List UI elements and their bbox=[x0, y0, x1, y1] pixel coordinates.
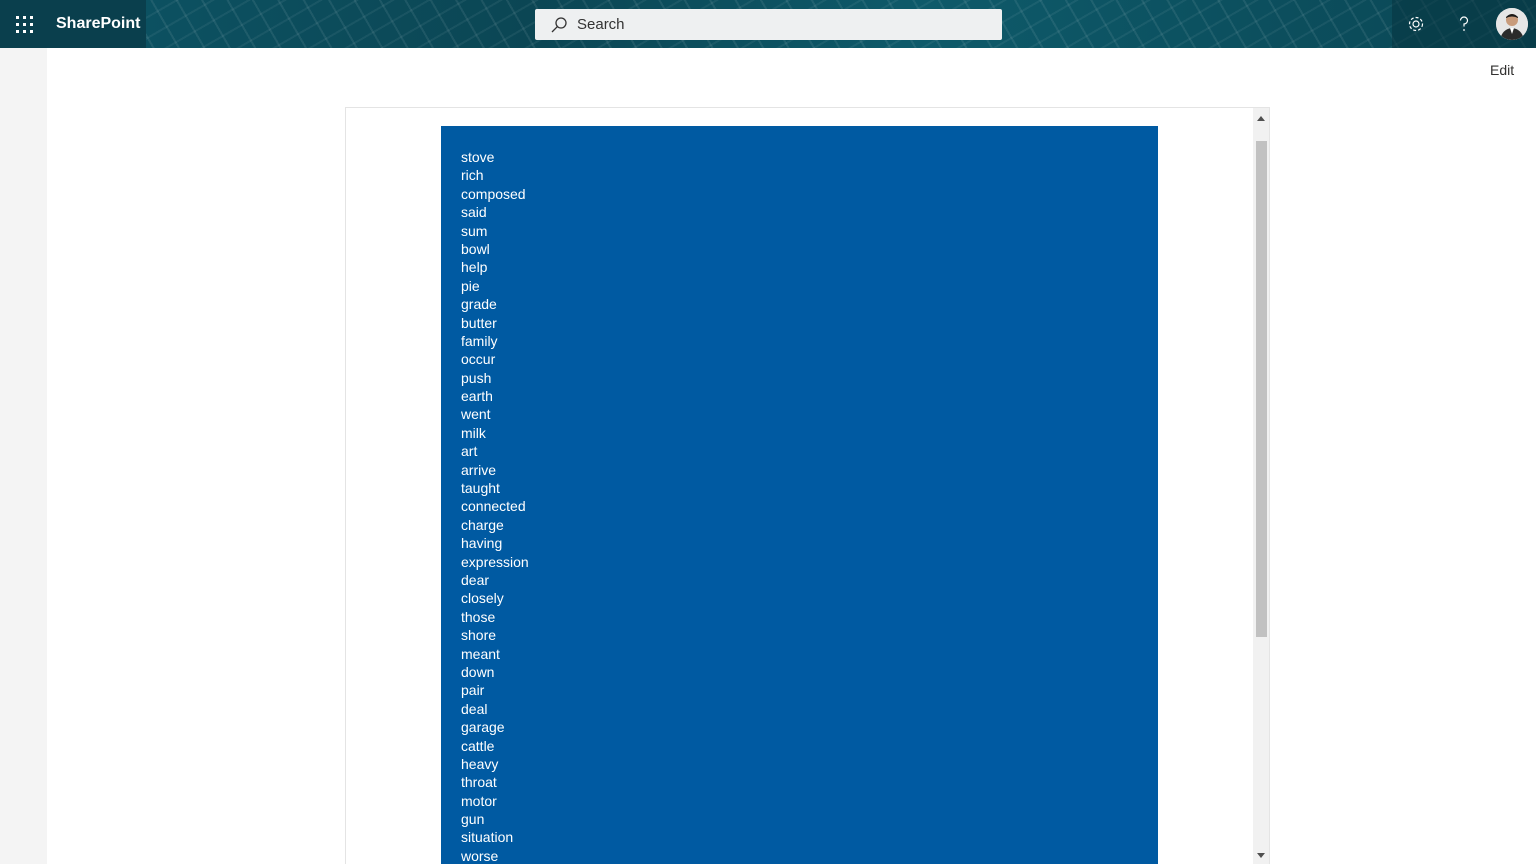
list-item: said bbox=[461, 204, 487, 221]
list-item: grade bbox=[461, 296, 497, 313]
list-item: cattle bbox=[461, 737, 495, 754]
settings-button[interactable] bbox=[1392, 0, 1440, 48]
list-item: motor bbox=[461, 792, 497, 809]
scroll-up-button[interactable] bbox=[1253, 110, 1269, 126]
list-item: pair bbox=[461, 682, 485, 699]
search-box[interactable] bbox=[535, 9, 1002, 40]
list-item: closely bbox=[461, 590, 504, 607]
app-name-link[interactable]: SharePoint bbox=[48, 0, 146, 48]
list-item: connected bbox=[461, 498, 526, 515]
list-item: deal bbox=[461, 700, 488, 717]
list-item: those bbox=[461, 608, 496, 625]
list-item: composed bbox=[461, 185, 526, 202]
list-item: gun bbox=[461, 811, 485, 828]
list-item: garage bbox=[461, 719, 505, 736]
search-input[interactable]: Search bbox=[577, 16, 625, 33]
app-launcher-button[interactable] bbox=[0, 0, 48, 48]
list-item: push bbox=[461, 369, 492, 386]
list-item: shore bbox=[461, 627, 497, 644]
list-item: help bbox=[461, 259, 488, 276]
arrow-down-icon bbox=[1257, 853, 1265, 859]
list-item: dear bbox=[461, 571, 490, 588]
list-item: down bbox=[461, 663, 495, 680]
list-item: situation bbox=[461, 829, 514, 846]
profile-button[interactable] bbox=[1488, 0, 1536, 48]
list-item: butter bbox=[461, 314, 497, 331]
list-item: milk bbox=[461, 424, 486, 441]
list-item: went bbox=[461, 406, 491, 423]
list-item: bowl bbox=[461, 240, 490, 257]
list-item: occur bbox=[461, 351, 496, 368]
list-item: heavy bbox=[461, 755, 499, 772]
list-item: worse bbox=[461, 847, 499, 864]
vertical-scrollbar[interactable] bbox=[1253, 108, 1269, 864]
list-item: sum bbox=[461, 222, 488, 239]
edit-button[interactable]: Edit bbox=[1490, 62, 1515, 78]
help-button[interactable] bbox=[1440, 0, 1488, 48]
word-list-panel bbox=[441, 126, 1158, 864]
list-item: charge bbox=[461, 516, 504, 533]
list-item: earth bbox=[461, 388, 493, 405]
arrow-up-icon bbox=[1257, 115, 1265, 121]
left-rail bbox=[0, 48, 47, 864]
app-launcher-icon bbox=[16, 16, 33, 33]
list-item: art bbox=[461, 443, 478, 460]
list-item: rich bbox=[461, 167, 484, 184]
list-item: arrive bbox=[461, 461, 497, 478]
scroll-down-button[interactable] bbox=[1253, 848, 1269, 864]
help-icon bbox=[1454, 14, 1474, 34]
avatar bbox=[1496, 8, 1528, 40]
list-item: having bbox=[461, 535, 503, 552]
list-item: meant bbox=[461, 645, 500, 662]
gear-icon bbox=[1406, 14, 1426, 34]
list-item: throat bbox=[461, 774, 497, 791]
word-list bbox=[461, 148, 529, 864]
list-item: family bbox=[461, 332, 498, 349]
search-icon bbox=[549, 15, 569, 35]
embedded-webpart bbox=[345, 107, 1270, 864]
list-item: pie bbox=[461, 277, 480, 294]
list-item: stove bbox=[461, 149, 495, 165]
scroll-thumb[interactable] bbox=[1256, 141, 1267, 637]
suite-bar bbox=[0, 0, 1536, 48]
list-item: expression bbox=[461, 553, 529, 570]
list-item: taught bbox=[461, 480, 500, 497]
